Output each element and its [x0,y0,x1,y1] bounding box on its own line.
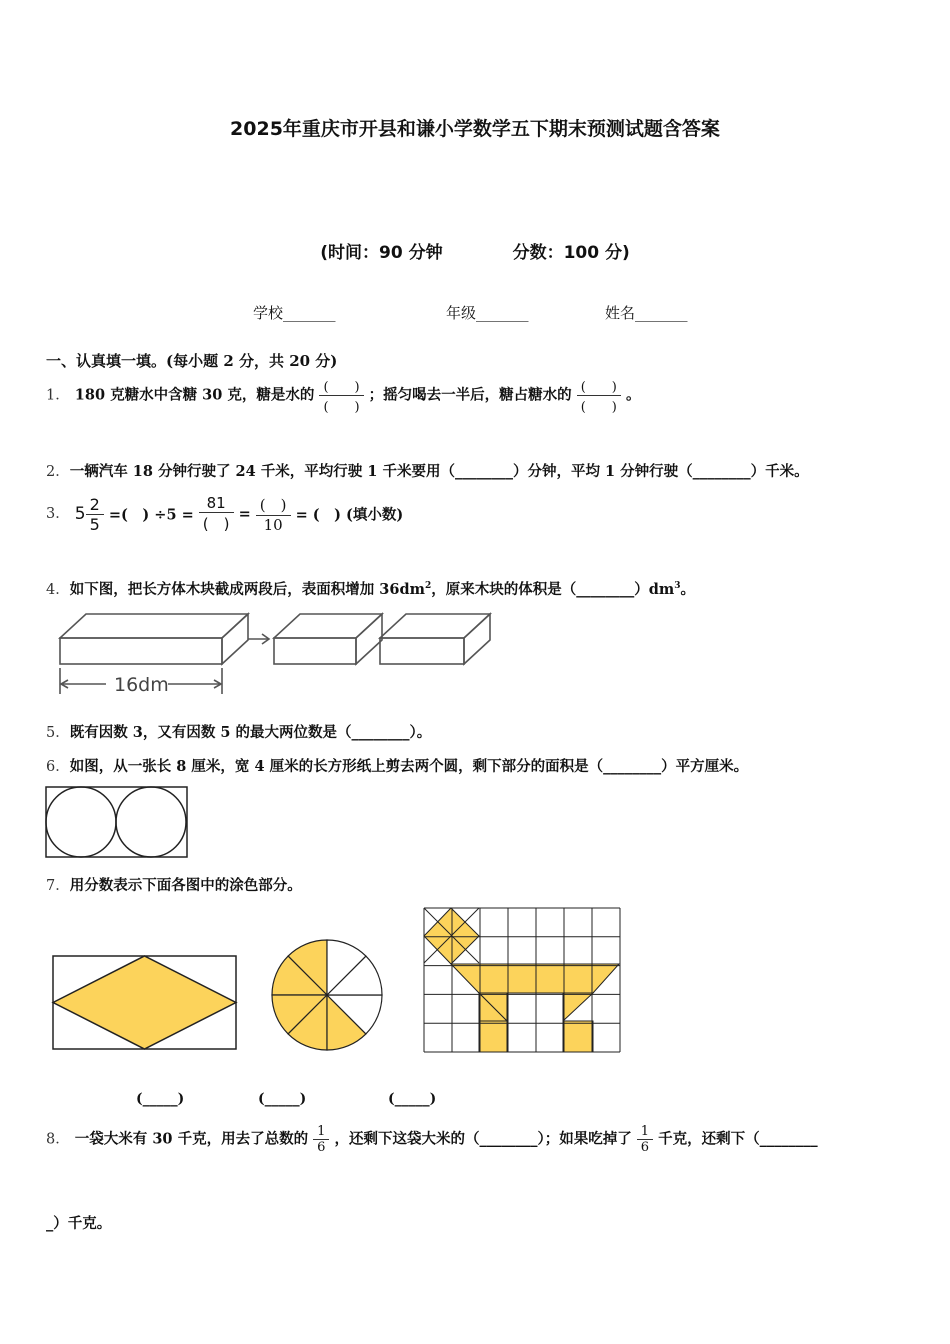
question-number: 4． [46,582,70,598]
fraction-numerator: ( ) [319,376,363,396]
fraction-denominator: 6 [640,1140,650,1155]
fraction-numerator: ( ) [577,376,621,396]
question-text: 。 [680,581,695,598]
fraction-denominator: 5 [89,514,100,534]
length-label: 16dm [114,674,169,696]
equation-text: = ( ) (填小数) [295,506,404,524]
fraction-numerator: 81 [199,494,234,513]
question-3 [46,494,403,534]
question-5 [46,721,431,742]
question-7 [46,874,302,895]
question-number: 6． [46,759,70,775]
fraction-denominator: 10 [263,516,283,534]
answer-blank-1[interactable]: (_____) [136,1091,185,1107]
total-score: 分数：100 分) [512,243,630,263]
fraction-denominator: ( ) [202,515,230,533]
answer-blank-3[interactable]: (_____) [388,1091,437,1107]
question-text: ，原来木块的体积是（________）dm [431,581,675,598]
superscript: 3 [674,581,681,592]
rectangle-circles-figure [45,786,189,858]
rhombus-figure [52,955,238,1051]
question-number: 1． [46,387,70,404]
grade-field[interactable]: 年级_______ [446,304,529,322]
question-number: 7． [46,878,70,894]
section-heading: 一、认真填一填。(每小题 2 分，共 20 分) [46,352,338,370]
fraction-numerator: 2 [86,495,104,515]
fraction-denominator: ( ) [323,400,360,415]
equation-text: =( ) ÷5 = [108,506,194,524]
question-6 [46,755,748,776]
grid-figure [423,907,623,1054]
question-text: 一袋大米有 30 千克，用去了总数的 [74,1130,309,1148]
question-number: 5． [46,725,70,741]
answer-fraction[interactable] [577,376,621,415]
question-text: 既有因数 3，又有因数 5 的最大两位数是（________）。 [69,724,432,741]
question-1 [46,376,640,415]
time-limit: (时间：90 分钟 [320,243,443,263]
question-text: 用分数表示下面各图中的涂色部分。 [69,877,302,894]
cuboid-figure [56,608,496,698]
fraction-denominator: 6 [317,1140,326,1155]
answer-fraction[interactable] [319,376,363,415]
page-title: 2025年重庆市开县和谦小学数学五下期末预测试题含答案 [230,118,720,140]
fraction-numerator: ( ) [256,494,291,516]
question-text: 如下图，把长方体木块截成两段后，表面积增加 36dm [69,581,425,598]
superscript: 2 [424,581,432,592]
question-number: 3． [46,506,70,522]
question-text: 千克，还剩下（________ [658,1130,818,1148]
mixed-fraction [86,495,104,534]
school-field[interactable]: 学校_______ [253,304,336,322]
equals-sign: = [238,505,251,523]
answer-blank-2[interactable]: (_____) [258,1091,307,1107]
mixed-whole: 5 [74,504,86,524]
exam-meta [0,238,950,263]
question-text: 。 [625,386,641,404]
question-text: 如图，从一张长 8 厘米，宽 4 厘米的长方形纸上剪去两个圆，剩下部分的面积是（________）平方厘米。 [69,758,749,775]
fraction-denominator: ( ) [580,400,617,415]
question-number: 8． [46,1131,70,1148]
fraction [313,1124,329,1155]
question-8-continued: _）千克。 [46,1215,112,1232]
circle-sectors-figure [270,938,384,1052]
question-4 [46,578,695,599]
fraction [637,1124,653,1155]
answer-fraction[interactable] [199,494,234,534]
fraction-numerator: 1 [637,1124,653,1140]
question-2 [46,460,809,481]
question-text: ，还剩下这袋大米的（________）；如果吃掉了 [334,1130,632,1148]
fraction-numerator: 1 [313,1124,329,1140]
name-field[interactable]: 姓名_______ [605,304,688,322]
question-text: 一辆汽车 18 分钟行驶了 24 千米，平均行驶 1 千米要用（________）分钟，平均 1 分钟行驶（________）千米。 [69,463,809,480]
question-text: 180 克糖水中含糖 30 克，糖是水的 [74,386,315,404]
question-text: ；摇匀喝去一半后，糖占糖水的 [368,386,572,404]
answer-fraction[interactable] [256,494,291,534]
question-number: 2． [46,464,70,480]
question-8 [46,1124,818,1155]
